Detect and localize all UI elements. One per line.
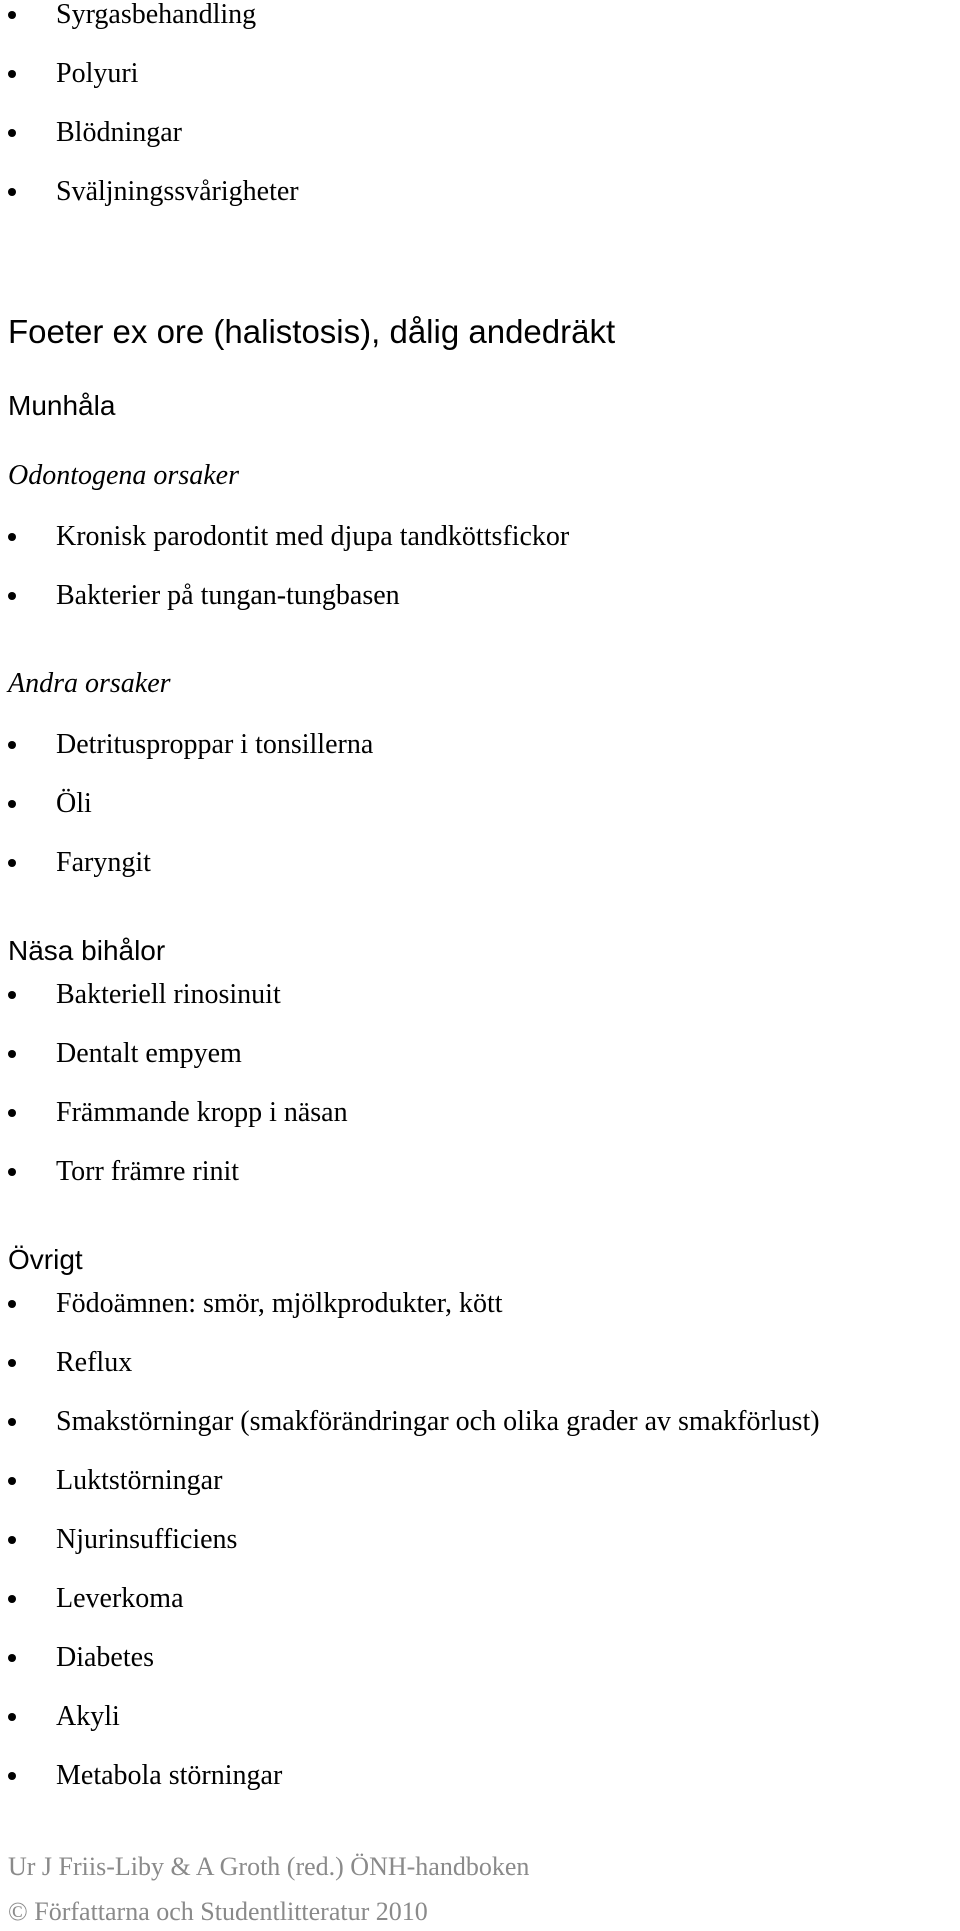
list-item-text: Dentalt empyem (56, 1038, 242, 1069)
bullet-icon (8, 1654, 16, 1662)
list-item-text: Födoämnen: smör, mjölkprodukter, kött (56, 1288, 503, 1319)
nasa-heading: Näsa bihålor (8, 935, 166, 966)
list-item-text: Kronisk parodontit med djupa tandköttsfickor (56, 521, 570, 552)
list-item-text: Akyli (56, 1701, 120, 1732)
bullet-icon (8, 1418, 16, 1426)
ovrigt-heading: Övrigt (8, 1244, 83, 1275)
bullet-icon (8, 1713, 16, 1721)
footer-source: Ur J Friis-Liby & A Groth (red.) ÖNH-handboken (8, 1852, 530, 1881)
odontogena-heading: Odontogena orsaker (8, 460, 239, 491)
list-item-text: Njurinsufficiens (56, 1524, 238, 1555)
bullet-icon (8, 1050, 16, 1058)
bullet-icon (8, 1109, 16, 1117)
list-item-text: Torr främre rinit (56, 1156, 240, 1187)
bullet-icon (8, 1595, 16, 1603)
list-item-text: Bakteriell rinosinuit (56, 979, 281, 1010)
list-item-text: Detritusproppar i tonsillerna (56, 729, 374, 760)
bullet-icon (8, 592, 16, 600)
footer-copyright: © Författarna och Studentlitteratur 2010 (8, 1897, 428, 1926)
list-item-text: Diabetes (56, 1642, 154, 1673)
bullet-icon (8, 533, 16, 541)
list-item-text: Blödningar (56, 117, 182, 148)
list-item-text: Metabola störningar (56, 1760, 283, 1791)
list-item-text: Smakstörningar (smakförändringar och olika grader av smakförlust) (56, 1406, 820, 1437)
bullet-icon (8, 1772, 16, 1780)
bullet-icon (8, 11, 16, 19)
bullet-icon (8, 741, 16, 749)
bullet-icon (8, 1536, 16, 1544)
list-item-text: Polyuri (56, 58, 139, 89)
bullet-icon (8, 1168, 16, 1176)
bullet-icon (8, 1359, 16, 1367)
list-item-text: Bakterier på tungan-tungbasen (56, 580, 400, 611)
bullet-icon (8, 800, 16, 808)
bullet-icon (8, 1477, 16, 1485)
list-item-text: Reflux (56, 1347, 133, 1378)
list-item-text: Öli (56, 788, 92, 819)
list-item-text: Faryngit (56, 847, 151, 878)
bullet-icon (8, 129, 16, 137)
list-item-text: Sväljningssvårigheter (56, 176, 299, 207)
bullet-icon (8, 188, 16, 196)
munhala-heading: Munhåla (8, 390, 116, 421)
andra-orsaker-heading: Andra orsaker (8, 668, 171, 699)
list-item-text: Syrgasbehandling (56, 0, 257, 30)
bullet-icon (8, 70, 16, 78)
list-item-text: Leverkoma (56, 1583, 184, 1614)
list-item-text: Luktstörningar (56, 1465, 223, 1496)
bullet-icon (8, 991, 16, 999)
section-title: Foeter ex ore (halistosis), dålig andedräkt (8, 313, 616, 350)
bullet-icon (8, 859, 16, 867)
list-item-text: Främmande kropp i näsan (56, 1097, 348, 1128)
bullet-icon (8, 1300, 16, 1308)
